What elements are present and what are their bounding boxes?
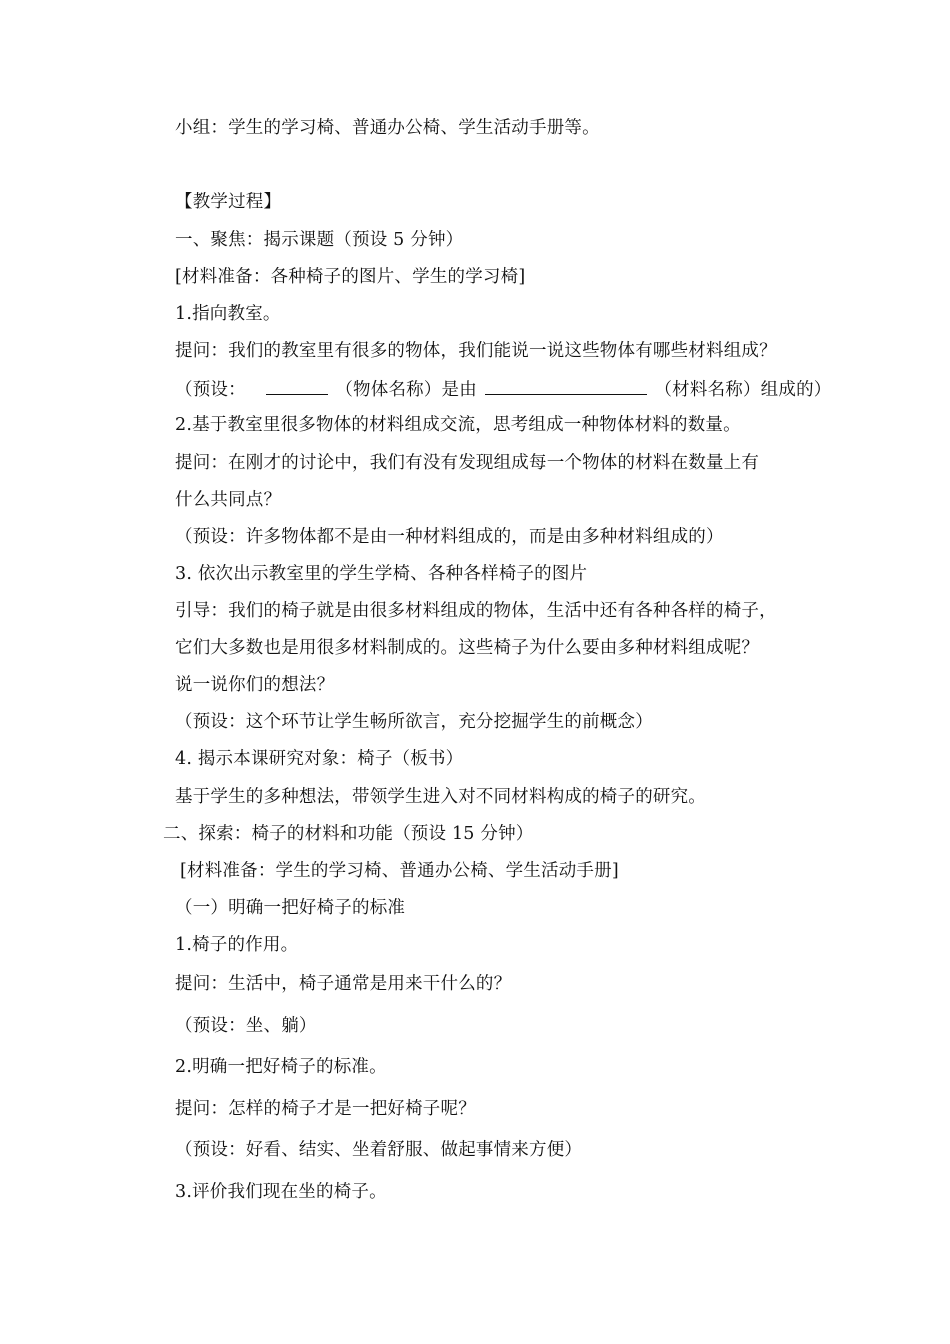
materials-note-2: [材料准备：学生的学习椅、普通办公椅、学生活动手册] [180,861,619,881]
heading-explore: 二、探索：椅子的材料和功能（预设 15 分钟） [163,824,534,844]
step-2-1: 1.椅子的作用。 [175,935,299,955]
transition-line: 基于学生的多种想法，带领学生进入对不同材料构成的椅子的研究。 [175,787,706,807]
step-2-2: 2.明确一把好椅子的标准。 [175,1057,387,1077]
materials-group-line: 小组：学生的学习椅、普通办公椅、学生活动手册等。 [175,118,600,138]
step-2-3: 3.评价我们现在坐的椅子。 [175,1182,387,1202]
guide-line-2: 它们大多数也是用很多材料制成的。这些椅子为什么要由多种材料组成呢？ [175,638,760,658]
question-4: 提问：怎样的椅子才是一把好椅子呢？ [175,1099,476,1119]
question-2-line-1: 提问：在刚才的讨论中，我们有没有发现组成每一个物体的材料在数量上有 [175,453,760,473]
preset-fill-in-line [175,376,831,402]
preset-5: （预设：好看、结实、坐着舒服、做起事情来方便） [175,1140,583,1160]
step-1-2: 2.基于教室里很多物体的材料组成交流，思考组成一种物体材料的数量。 [175,415,741,435]
preset-2: （预设：许多物体都不是由一种材料组成的，而是由多种材料组成的） [175,527,724,547]
step-1-3: 3. 依次出示教室里的学生学椅、各种各样椅子的图片 [175,564,588,584]
object-name-blank [266,376,328,395]
step-1-4: 4. 揭示本课研究对象：椅子（板书） [175,749,464,769]
question-3: 提问：生活中，椅子通常是用来干什么的？ [175,974,512,994]
question-2-line-2: 什么共同点？ [175,490,282,510]
preset-prefix: （预设： [175,380,246,400]
preset-3: （预设：这个环节让学生畅所欲言，充分挖掘学生的前概念） [175,712,653,732]
step-1-1: 1.指向教室。 [175,304,281,324]
heading-focus: 一、聚焦：揭示课题（预设 5 分钟） [175,230,464,250]
preset-middle: （物体名称）是由 [335,380,477,400]
guide-line-3: 说一说你们的想法？ [175,675,335,695]
guide-line-1: 引导：我们的椅子就是由很多材料组成的物体，生活中还有各种各样的椅子， [175,601,777,621]
preset-4: （预设：坐、躺） [175,1016,317,1036]
subheading-good-chair-standard: （一）明确一把好椅子的标准 [175,898,406,918]
section-heading-teaching-process: 【教学过程】 [175,192,282,212]
preset-suffix: （材料名称）组成的） [654,380,832,400]
materials-note-1: [材料准备：各种椅子的图片、学生的学习椅] [175,267,526,287]
material-name-blank [485,376,647,395]
question-1: 提问：我们的教室里有很多的物体，我们能说一说这些物体有哪些材料组成？ [175,341,777,361]
